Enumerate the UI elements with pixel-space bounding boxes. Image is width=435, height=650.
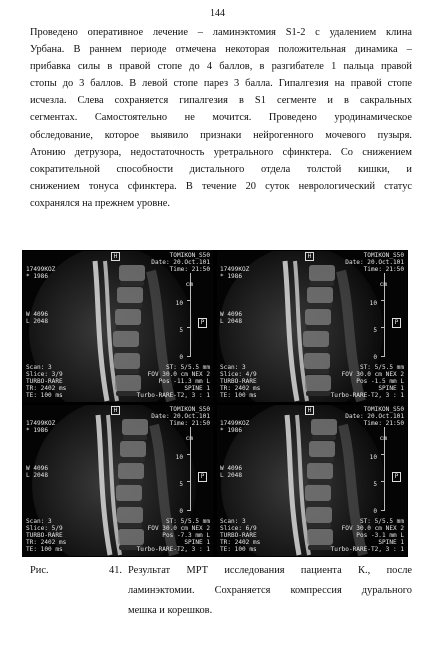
body-line: сократительной способности дистального отдела толстой кишки, и: [30, 163, 412, 175]
scale-label: 5: [179, 327, 183, 334]
scan-date: Date: 20.Oct.101: [151, 259, 210, 266]
scale-unit: cm: [379, 435, 387, 442]
scale-label: 5: [373, 481, 377, 488]
body-line: исчезла. Слева сохраняется гипалгезия в S1 сегменте и в сакральных: [30, 95, 412, 107]
body-line: Атонию детрузора, недостаточность уретрального сфинктера. Со снижением: [30, 146, 412, 158]
field-of-view: FOV 30.0 cm NEX 2: [147, 371, 210, 378]
protocol-name: Turbo-RARE-T2, 3 : 1: [330, 392, 404, 399]
patient-id: 17499KOZ: [26, 266, 56, 273]
h-marker: H: [305, 252, 314, 261]
protocol-name: Turbo-RARE-T2, 3 : 1: [330, 546, 404, 553]
scale-label: 5: [179, 481, 183, 488]
window-level: L 2048: [26, 472, 49, 479]
slice-thickness: ST: 5/5.5 mm: [359, 364, 404, 371]
caption-label-word: Рис.: [30, 565, 49, 576]
scale-label: 5: [373, 327, 377, 334]
p-marker: P: [392, 472, 401, 482]
body-line: сохранялся на прежнем уровне.: [30, 197, 170, 209]
body-line: обследование, которое выявило признаки нейрогенного мочевого пузыря.: [30, 129, 412, 141]
sequence-name: TURBO-RARE: [220, 532, 257, 539]
slice-thickness: ST: 5/5.5 mm: [165, 364, 210, 371]
echo-time: TE: 100 ms: [220, 546, 257, 553]
scan-time: Time: 21:50: [363, 266, 404, 273]
mri-panel: [23, 405, 213, 556]
slice-thickness: ST: 5/5.5 mm: [359, 518, 404, 525]
scan-time: Time: 21:50: [169, 266, 210, 273]
scanner-name: TOMIKON_S50: [363, 252, 404, 259]
scale-label: 10: [369, 300, 377, 307]
scan-date: Date: 20.Oct.101: [345, 259, 404, 266]
field-of-view: FOV 30.0 cm NEX 2: [341, 525, 404, 532]
repetition-time: TR: 2402 ms: [220, 539, 261, 546]
scale-label: 10: [369, 454, 377, 461]
body-line: сегментах. Самостоятельно не мочится. Проведено уродинамическое: [30, 112, 412, 124]
repetition-time: TR: 2402 ms: [26, 539, 67, 546]
window-level: L 2048: [220, 318, 243, 325]
repetition-time: TR: 2402 ms: [26, 385, 67, 392]
body-line: прибавка силы в правой стопе до 4 баллов, в разгибателе 1 пальца правой: [30, 61, 412, 73]
sequence-name: TURBO-RARE: [220, 378, 257, 385]
caption-line: Результат МРТ исследования пациента К., после: [128, 565, 412, 576]
scan-number: Scan: 3: [26, 364, 52, 371]
coil-name: SPINE 1: [378, 385, 404, 392]
scale-label: 0: [179, 508, 183, 515]
p-marker: P: [198, 472, 207, 482]
scan-time: Time: 21:50: [169, 420, 210, 427]
mri-panel: [217, 405, 407, 556]
page-number: 144: [210, 8, 225, 19]
slice-position: Pos -1.5 mm L: [356, 378, 404, 385]
repetition-time: TR: 2402 ms: [220, 385, 261, 392]
scan-number: Scan: 3: [26, 518, 52, 525]
slice-thickness: ST: 5/5.5 mm: [165, 518, 210, 525]
figure-caption: [30, 561, 412, 621]
scale-label: 0: [373, 354, 377, 361]
protocol-name: Turbo-RARE-T2, 3 : 1: [136, 546, 210, 553]
window-width: W 4096: [26, 311, 49, 318]
p-marker: P: [198, 318, 207, 328]
window-width: W 4096: [220, 465, 243, 472]
scale-unit: cm: [379, 281, 387, 288]
body-line: Проведено оперативное лечение – ламинэктомия S1-2 с удалением клина: [30, 27, 412, 38]
scanner-name: TOMIKON_S50: [169, 252, 210, 259]
body-paragraph: [30, 24, 412, 212]
mri-panel: [23, 251, 213, 402]
caption-line: ламинэктомии. Сохраняется компрессия дурального: [128, 585, 412, 596]
body-line: Урбана. В раннем периоде отмечена некоторая положительная динамика –: [30, 44, 412, 56]
scan-date: Date: 20.Oct.101: [151, 413, 210, 420]
window-level: L 2048: [26, 318, 49, 325]
sequence-name: TURBO-RARE: [26, 378, 63, 385]
scan-date: Date: 20.Oct.101: [345, 413, 404, 420]
scale-label: 10: [175, 454, 183, 461]
patient-birth-year: * 1986: [26, 427, 49, 434]
coil-name: SPINE 1: [184, 539, 210, 546]
body-line: стопы до 3 баллов. В левой стопе парез 3 балла. Гипалгезия на правой стопе: [30, 78, 412, 90]
h-marker: H: [111, 406, 120, 415]
slice-number: Slice: 4/9: [220, 371, 257, 378]
slice-position: Pos -11.3 mm L: [158, 378, 210, 385]
window-level: L 2048: [220, 472, 243, 479]
echo-time: TE: 100 ms: [26, 392, 63, 399]
slice-number: Slice: 3/9: [26, 371, 63, 378]
scale-unit: cm: [185, 281, 193, 288]
echo-time: TE: 100 ms: [26, 546, 63, 553]
scale-label: 0: [179, 354, 183, 361]
field-of-view: FOV 30.0 cm NEX 2: [341, 371, 404, 378]
slice-number: Slice: 6/9: [220, 525, 257, 532]
scanner-name: TOMIKON_S50: [169, 406, 210, 413]
caption-label-number: 41.: [109, 565, 122, 576]
coil-name: SPINE 1: [378, 539, 404, 546]
patient-birth-year: * 1986: [26, 273, 49, 280]
window-width: W 4096: [220, 311, 243, 318]
p-marker: P: [392, 318, 401, 328]
mri-panel: [217, 251, 407, 402]
slice-number: Slice: 5/9: [26, 525, 63, 532]
h-marker: H: [305, 406, 314, 415]
body-line: снижением тонуса сфинктера. В течение 20 суток неврологический статус: [30, 180, 412, 192]
window-width: W 4096: [26, 465, 49, 472]
h-marker: H: [111, 252, 120, 261]
caption-line: мешка и корешков.: [128, 605, 213, 616]
sequence-name: TURBO-RARE: [26, 532, 63, 539]
scale-label: 10: [175, 300, 183, 307]
slice-position: Pos -3.1 mm L: [356, 532, 404, 539]
patient-id: 17499KOZ: [220, 420, 250, 427]
patient-id: 17499KOZ: [220, 266, 250, 273]
slice-position: Pos -7.3 mm L: [162, 532, 210, 539]
scan-number: Scan: 3: [220, 364, 246, 371]
scale-unit: cm: [185, 435, 193, 442]
mri-figure: [22, 250, 408, 557]
scale-label: 0: [373, 508, 377, 515]
protocol-name: Turbo-RARE-T2, 3 : 1: [136, 392, 210, 399]
field-of-view: FOV 30.0 cm NEX 2: [147, 525, 210, 532]
patient-birth-year: * 1986: [220, 273, 243, 280]
echo-time: TE: 100 ms: [220, 392, 257, 399]
scan-number: Scan: 3: [220, 518, 246, 525]
patient-id: 17499KOZ: [26, 420, 56, 427]
scan-time: Time: 21:50: [363, 420, 404, 427]
scanner-name: TOMIKON_S50: [363, 406, 404, 413]
coil-name: SPINE 1: [184, 385, 210, 392]
patient-birth-year: * 1986: [220, 427, 243, 434]
